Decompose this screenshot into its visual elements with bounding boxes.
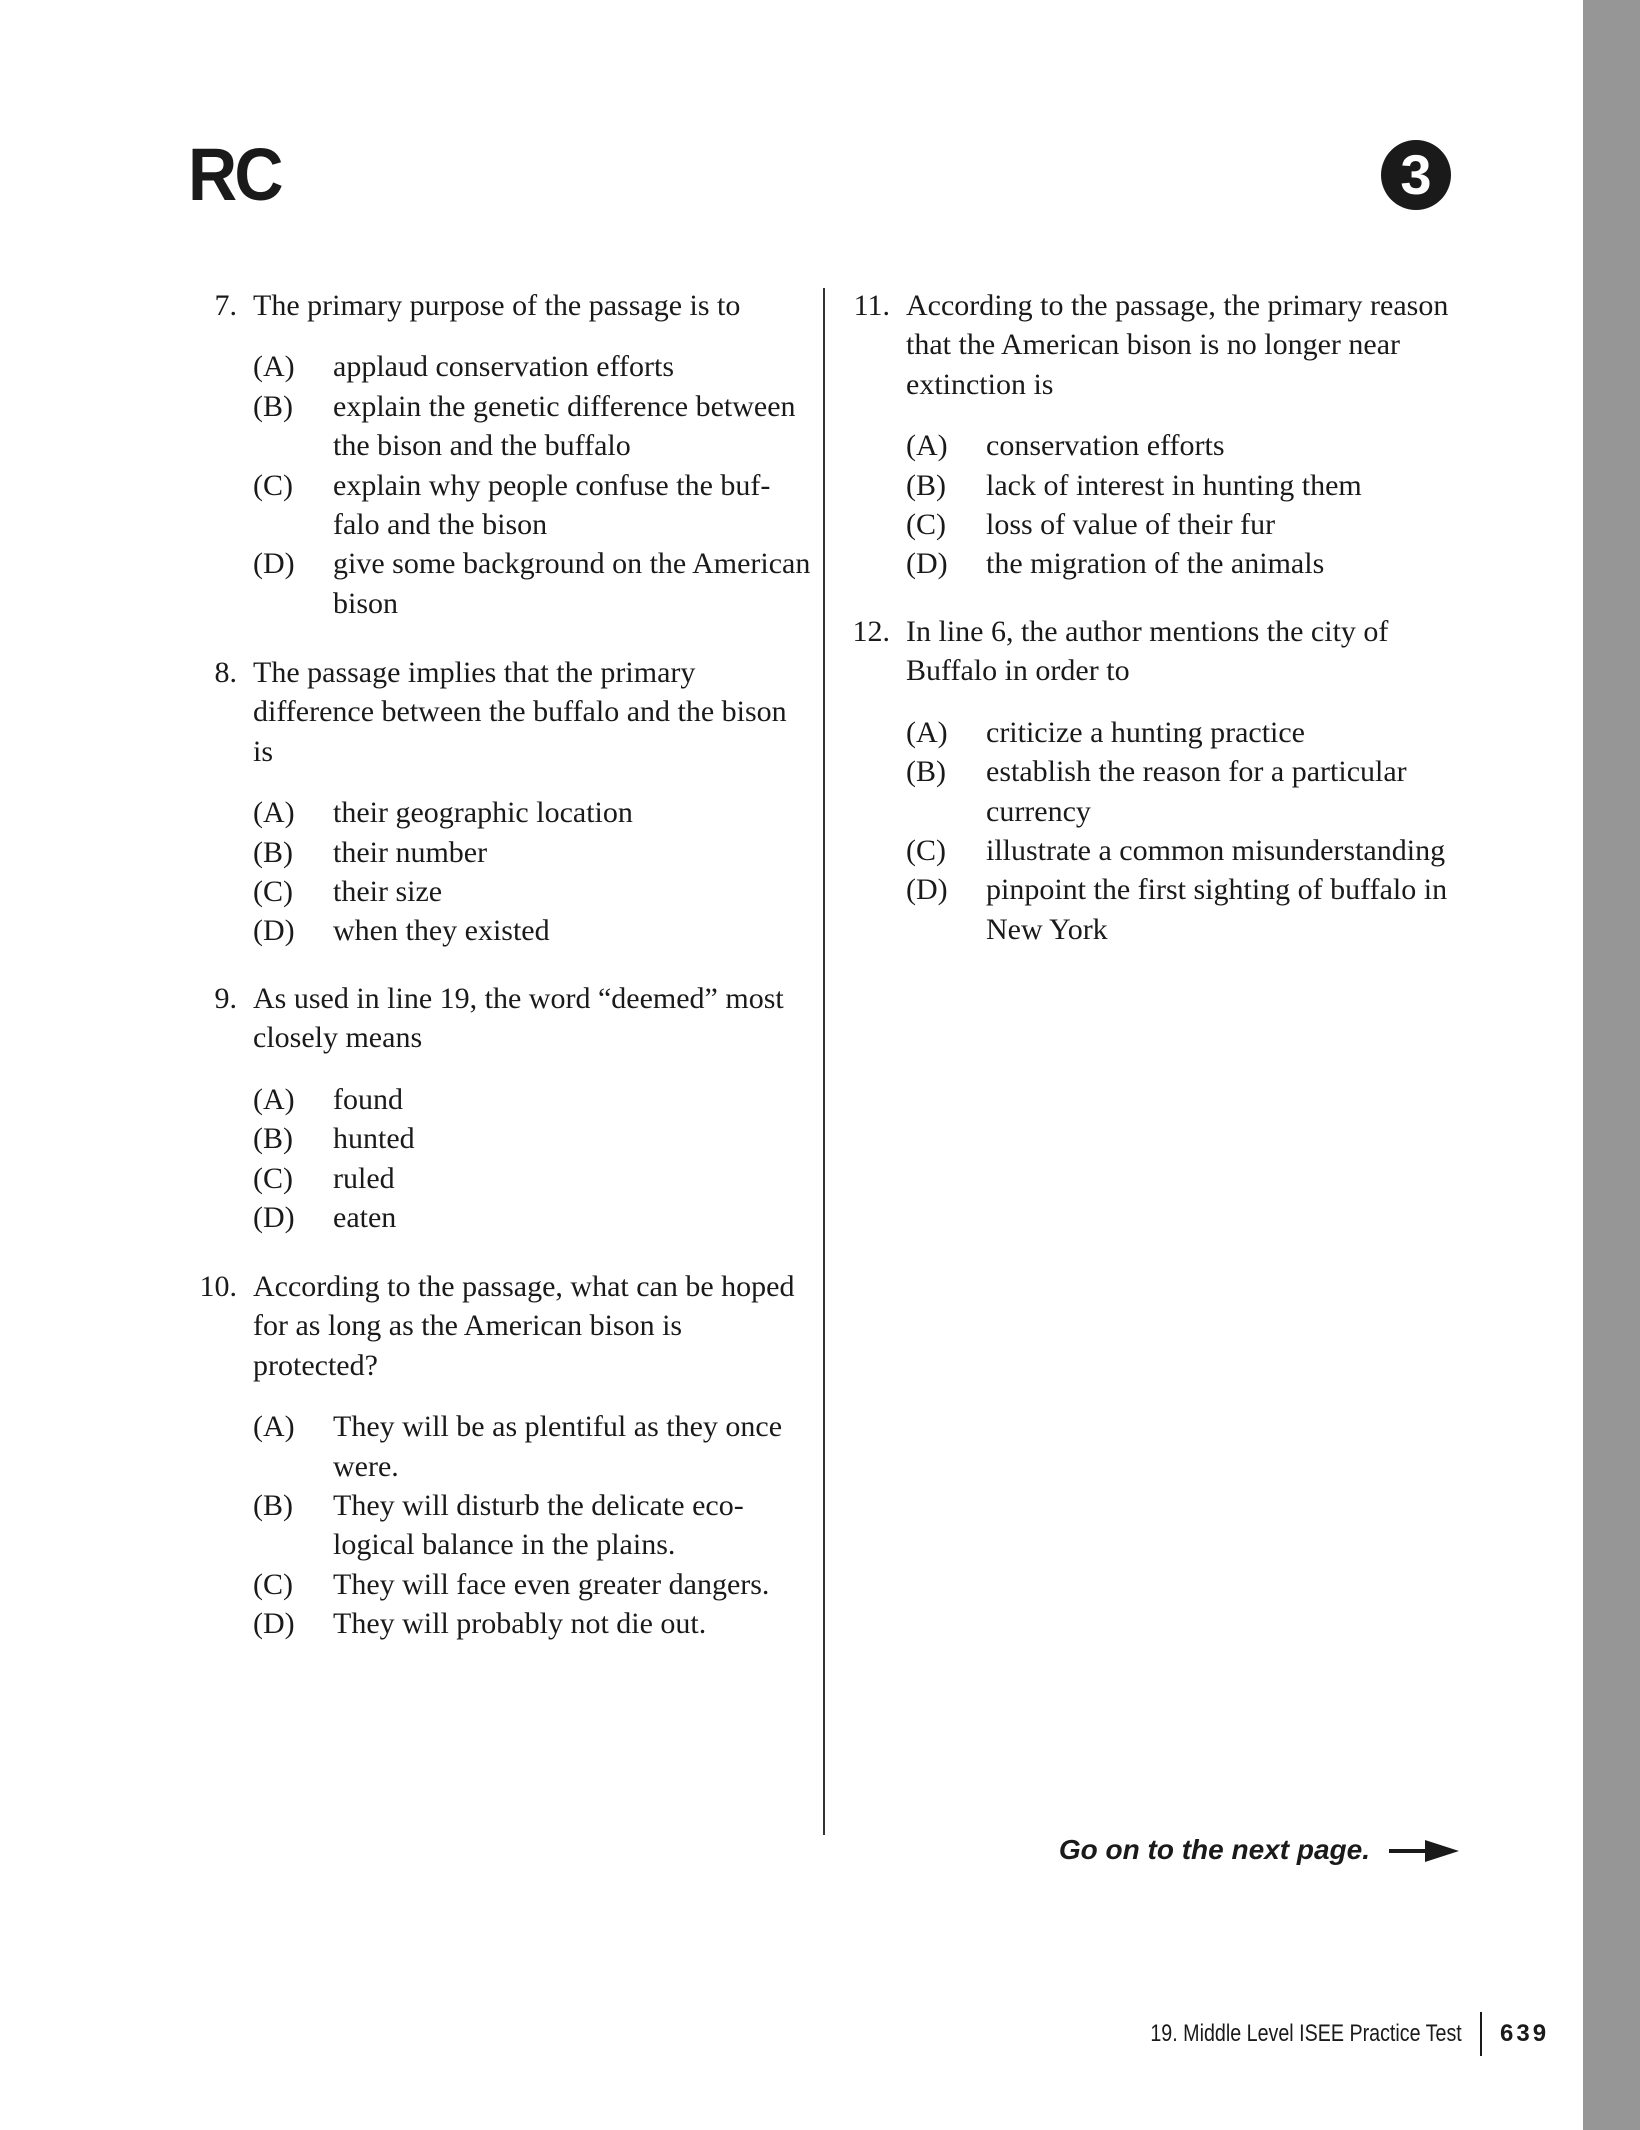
answer-option[interactable] [906, 466, 1466, 505]
option-letter: (D) [253, 547, 295, 581]
question-number: 10. [199, 1270, 237, 1303]
page-number: 639 [1500, 2020, 1550, 2047]
option-text: establish the reason for a particular currency [986, 755, 1407, 828]
option-letter: (B) [906, 755, 946, 789]
answer-options [253, 1407, 813, 1643]
option-text: They will face even greater dangers. [333, 1567, 770, 1601]
answer-option[interactable] [253, 1080, 813, 1119]
side-tab-bar [1583, 0, 1640, 2130]
option-letter: (B) [253, 1489, 293, 1523]
option-letter: (A) [906, 715, 948, 749]
option-text: when they existed [333, 914, 550, 948]
option-text: ruled [333, 1161, 395, 1195]
answer-option[interactable] [253, 911, 813, 950]
option-letter: (D) [253, 1607, 295, 1641]
option-letter: (B) [906, 468, 946, 502]
option-letter: (B) [253, 389, 293, 423]
question [852, 612, 1466, 949]
section-number-badge: 3 [1381, 140, 1451, 210]
option-letter: (D) [253, 1201, 295, 1235]
answer-options [906, 426, 1466, 584]
question-number: 7. [214, 289, 237, 322]
option-letter: (A) [906, 429, 948, 463]
answer-option[interactable] [253, 1198, 813, 1237]
arrow-right-icon [1389, 1840, 1459, 1862]
option-text: their number [333, 835, 488, 869]
option-text: lack of interest in hunting them [986, 468, 1362, 502]
option-letter: (C) [253, 1567, 293, 1601]
option-text: conservation efforts [986, 429, 1225, 463]
option-letter: (C) [906, 834, 946, 868]
answer-options [253, 793, 813, 951]
option-text: eaten [333, 1201, 397, 1235]
answer-option[interactable] [253, 1119, 813, 1158]
answer-option[interactable] [253, 793, 813, 832]
option-letter: (A) [253, 1410, 295, 1444]
answer-option[interactable] [253, 347, 813, 386]
option-text: applaud conservation efforts [333, 350, 675, 384]
next-page-note: Go on to the next page. [1058, 1834, 1370, 1865]
option-letter: (B) [253, 835, 293, 869]
question-number: 9. [214, 982, 237, 1015]
option-letter: (C) [253, 1161, 293, 1195]
section-title: RC [188, 133, 281, 216]
footer-chapter: 19. Middle Level ISEE Practice Test [1150, 2020, 1462, 2047]
option-text: explain why people confuse the buf-falo and the bison [333, 468, 771, 542]
option-text: They will probably not die out. [333, 1607, 707, 1641]
answer-options [253, 1080, 813, 1238]
option-text: their geographic location [333, 796, 633, 830]
question [214, 286, 813, 623]
option-letter: (C) [253, 875, 293, 909]
question-stem: The primary purpose of the passage is to [253, 289, 741, 322]
answer-option[interactable] [253, 1407, 813, 1486]
answer-option[interactable] [253, 1565, 813, 1604]
answer-option[interactable] [253, 872, 813, 911]
option-text: give some background on the American bison [333, 547, 811, 620]
option-text: criticize a hunting practice [986, 715, 1305, 749]
option-text: illustrate a common misunderstanding [986, 834, 1446, 868]
option-text: explain the genetic difference between the bison and the buffalo [333, 389, 796, 463]
question-stem: According to the passage, what can be hoped for as long as the American bison is protected? [253, 1270, 795, 1382]
option-letter: (D) [906, 547, 948, 581]
option-text: hunted [333, 1122, 415, 1156]
answer-options [906, 713, 1466, 949]
option-letter: (C) [906, 508, 946, 542]
option-text: found [333, 1082, 403, 1116]
option-text: loss of value of their fur [986, 508, 1276, 542]
question-stem: According to the passage, the primary reason that the American bison is no longer near extinction is [906, 289, 1449, 401]
option-letter: (D) [906, 873, 948, 907]
question-stem: As used in line 19, the word “deemed” most closely means [253, 982, 784, 1055]
question-stem: In line 6, the author mentions the city of Buffalo in order to [906, 615, 1389, 688]
answer-option[interactable] [253, 387, 813, 466]
question-stem: The passage implies that the primary difference between the buffalo and the bison is [253, 656, 787, 768]
answer-option[interactable] [906, 426, 1466, 465]
question [214, 653, 813, 951]
answer-option[interactable] [253, 466, 813, 545]
question [214, 979, 813, 1237]
answer-options [253, 347, 813, 623]
option-text: They will disturb the delicate eco-logical balance in the plains. [333, 1489, 744, 1562]
question-number: 12. [852, 615, 890, 648]
option-letter: (C) [253, 468, 293, 502]
answer-option[interactable] [253, 1604, 813, 1643]
question [199, 1267, 813, 1644]
option-text: their size [333, 875, 443, 909]
option-letter: (A) [253, 796, 295, 830]
question-number: 11. [853, 289, 890, 322]
answer-option[interactable] [906, 752, 1466, 831]
option-text: pinpoint the first sighting of buffalo in New York [986, 873, 1448, 946]
answer-option[interactable] [906, 713, 1466, 752]
answer-option[interactable] [253, 1486, 813, 1565]
question [853, 286, 1466, 584]
footer-divider [1480, 2012, 1482, 2056]
answer-option[interactable] [906, 544, 1466, 583]
answer-option[interactable] [253, 833, 813, 872]
answer-option[interactable] [253, 1159, 813, 1198]
option-letter: (B) [253, 1122, 293, 1156]
option-letter: (A) [253, 1082, 295, 1116]
question-number: 8. [214, 656, 237, 689]
answer-option[interactable] [906, 870, 1466, 949]
option-text: They will be as plentiful as they once were. [333, 1410, 783, 1483]
answer-option[interactable] [906, 831, 1466, 870]
column-divider [823, 288, 825, 1835]
answer-option[interactable] [906, 505, 1466, 544]
answer-option[interactable] [253, 544, 813, 623]
option-letter: (A) [253, 350, 295, 384]
option-text: the migration of the animals [986, 547, 1325, 581]
option-letter: (D) [253, 914, 295, 948]
